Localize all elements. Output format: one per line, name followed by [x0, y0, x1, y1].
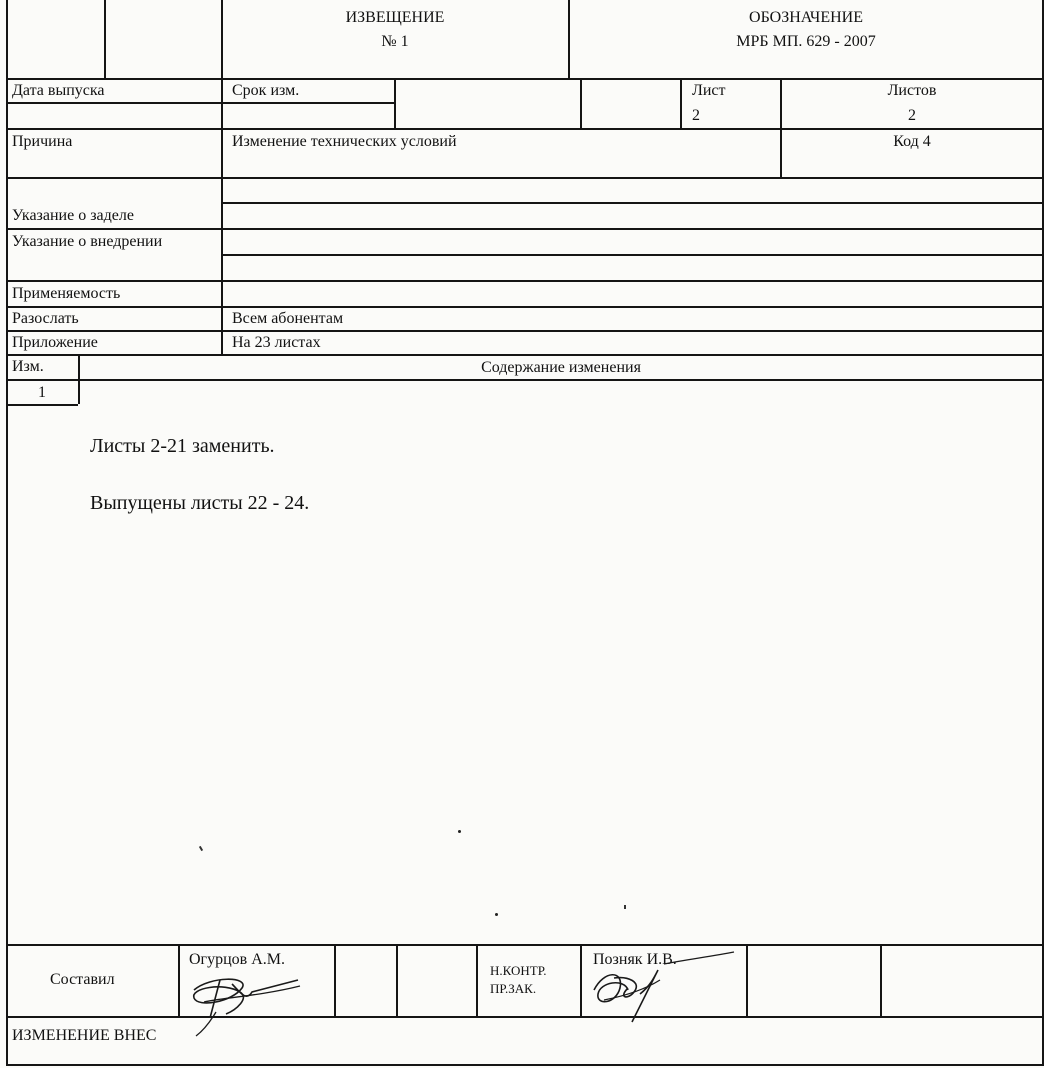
rule-appendix-bottom	[6, 354, 1043, 356]
scan-speck	[495, 913, 498, 916]
rule-change-number-box	[6, 404, 78, 406]
scan-speck	[624, 905, 626, 909]
notice-title: ИЗВЕЩЕНИЕ	[345, 9, 445, 26]
change-number: 1	[38, 384, 46, 401]
rule-signature-bottom	[6, 1016, 1043, 1018]
rule-sheets-v2	[580, 78, 582, 128]
rule-sheets-v3	[680, 78, 682, 128]
rule-sheets-v1	[394, 78, 396, 128]
sheet-label: Лист	[692, 82, 726, 99]
applicability-label: Применяемость	[12, 285, 121, 302]
rule-sign-v7	[880, 944, 882, 1016]
appendix-label: Приложение	[12, 334, 98, 351]
implementation-label: Указание о внедрении	[12, 233, 163, 250]
rule-header-bottom	[6, 78, 1043, 80]
change-line-1: Листы 2-21 заменить.	[90, 435, 275, 457]
content-column-header: Содержание изменения	[481, 359, 641, 376]
sheets-value: 2	[908, 107, 916, 124]
notice-number: № 1	[381, 33, 409, 50]
rule-sign-v4	[476, 944, 478, 1016]
rule-impl-bottom	[6, 280, 1043, 282]
compiled-name: Огурцов А.М.	[189, 951, 286, 968]
rule-signature-top	[6, 944, 1043, 946]
pr-zak-label: ПР.ЗАК.	[490, 981, 537, 996]
rule-header-v1	[104, 0, 106, 78]
rule-impl-mid	[222, 254, 1043, 256]
rule-left-edge	[6, 0, 8, 1066]
norm-control-label: Н.КОНТР.	[490, 963, 547, 978]
norm-control-name: Позняк И.В.	[593, 951, 677, 968]
rule-sign-v3	[396, 944, 398, 1016]
rule-right-edge	[1042, 0, 1044, 1066]
rule-label-column	[221, 0, 223, 354]
rule-sign-v2	[334, 944, 336, 1016]
reason-value: Изменение технических условий	[232, 133, 457, 150]
rule-reason-bottom	[6, 177, 1043, 179]
distribute-label: Разослать	[12, 310, 79, 327]
signature-poznyak	[584, 950, 754, 1024]
designation-title: ОБОЗНАЧЕНИЕ	[749, 9, 863, 26]
signature-ogurtsov	[180, 962, 320, 1042]
distribute-value: Всем абонентам	[232, 310, 344, 327]
rule-date-row	[6, 102, 394, 104]
scan-speck	[199, 846, 203, 851]
change-term-label: Срок изм.	[232, 82, 300, 99]
rule-page-bottom	[6, 1064, 1043, 1066]
made-change-label: ИЗМЕНЕНИЕ ВНЕС	[12, 1027, 157, 1044]
rule-content-header-bottom	[6, 379, 1043, 381]
appendix-value: На 23 листах	[232, 334, 321, 351]
backlog-label: Указание о заделе	[12, 207, 134, 224]
scan-speck	[458, 830, 461, 833]
rule-sign-v5	[580, 944, 582, 1016]
rule-applicability-bottom	[6, 306, 1043, 308]
reason-label: Причина	[12, 133, 73, 150]
designation-value: МРБ МП. 629 - 2007	[736, 33, 876, 50]
sheet-value: 2	[692, 107, 700, 124]
change-line-2: Выпущены листы 22 - 24.	[90, 492, 310, 514]
compiled-label: Составил	[50, 971, 115, 988]
issue-date-label: Дата выпуска	[12, 82, 105, 99]
sheets-label: Листов	[887, 82, 937, 99]
rule-sheets-bottom	[6, 128, 1043, 130]
change-column-header: Изм.	[12, 358, 44, 375]
rule-backlog-bottom	[6, 228, 1043, 230]
rule-distribute-bottom	[6, 330, 1043, 332]
rule-backlog-mid	[222, 202, 1043, 204]
code-label: Код 4	[893, 133, 931, 150]
